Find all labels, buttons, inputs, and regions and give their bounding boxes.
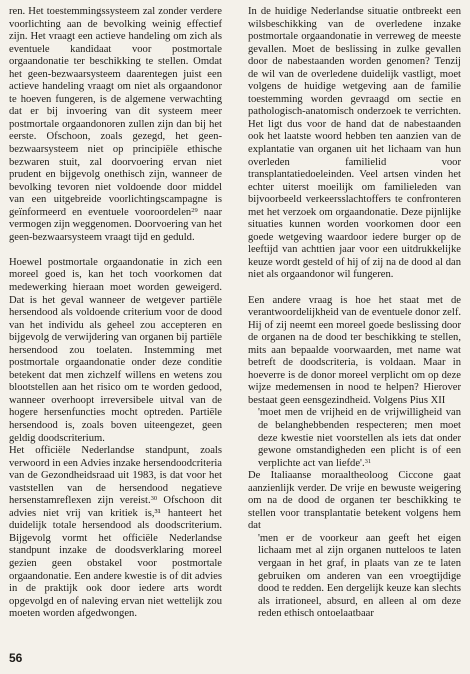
left-column <box>9 6 222 621</box>
paragraph: Het officiële Nederlandse standpunt, zoals verwoord in een Advies inzake hersendoodcriteria van de Gezondheidsraad uit 1983, is dat voor het vaststellen van de hersendood negatieve hersenstamreflexen zijn vereist.$^{30}$ Ofschoon dit advies niet vrij van kritiek is,³¹ hanteert het duidelijk totale hersendood als doodscriterium. Bijgevolg vormt het officiële Nederlandse standpunt inzake de doodsverklaring moreel gezien geen obstakel voor postmortale orgaandonatie. Een andere kwestie is of dit advies in de praktijk ook door iedere arts wordt opgevolgd en of naleving ervan niet wettelijk zou moeten worden afgedwongen. <box>9 445 222 620</box>
footnote-ref: 30 <box>150 495 158 503</box>
footnote-ref: 31 <box>364 457 372 465</box>
right-column <box>248 6 461 621</box>
block-quote: 'moet men de vrijheid en de vrijwilligheid van de belanghebbenden respecteren; men moet deze kwestie niet voorstellen als iets dat onder gewone omstandigheden een plicht is of een verplichte act van liefde'.$^{31}$ <box>258 407 461 469</box>
paragraph: De Italiaanse moraaltheoloog Ciccone gaat aanzienlijk verder. De vrije en bewuste weigering om na de dood de organen ter beschikking te stellen voor transplantatie betekent volgens hem dat <box>248 470 461 532</box>
paragraph: Een andere vraag is hoe het staat met de verantwoordelijkheid van de eventuele donor zelf. Hij of zij neemt een moreel goede beslissing door de organen na de dood ter beschikking te stellen, mits aan bepaalde voorwaarden, met name wat betreft de doodscriteria, is voldaan. Maar in hoeverre is de donor moreel verplicht om op deze wijze medemensen in nood te helpen? Hierover bestaat geen eensgezindheid. Volgens Pius XII <box>248 294 461 406</box>
paragraph: In de huidige Nederlandse situatie ontbreekt een wilsbeschikking van de overledene inzake postmortale orgaandonatie in verreweg de meeste gevallen. Moet de beslissing in zulke gevallen door de nabestaanden worden genomen? Tenzij de wil van de overledene duidelijk vastligt, moet volgens de huidige wetgeving aan de familie toestemming worden gevraagd om sectie en pathologisch-anatomisch onderzoek te verrichten. Het ligt dus voor de hand dat de nabestaanden ook het laatste woord hebben ten aanzien van de explantatie van organen uit het lichaam van hun overleden familielid voor transplantatiedoeleinden. Veel artsen vinden het echter uiterst moeilijk om familieleden van bijvoorbeeld verkeersslachtoffers te confronteren met het verzoek om orgaandonatie. Deze pijnlijke situaties kunnen worden voorkomen door een goede wetgeving waardoor iedere burger op de leeftijd van achttien jaar voor een uitdrukkelijke keuze wordt gesteld of hij of zij na de dood al dan niet als orgaandonor wil fungeren. <box>248 6 461 281</box>
paragraph: Hoewel postmortale orgaandonatie in zich een moreel goed is, kan het toch voorkomen dat medewerking hieraan moet worden geweigerd. Dat is het geval wanneer de wetgever partiële hersendood als voldoende criterium voor de dood van het individu als geheel zou accepteren en bijgevolg de verwijdering van organen bij partiële hersendood zou toelaten. Instemming met postmortale orgaandonatie onder deze conditie betekent dat men zichzelf willens en wetens zou blootstellen aan het risico om te worden gedood, wanneer overhoopt irreversibele uitval van de hogere hersenfuncties mocht optreden. Partiële hersendood is, zoals boven uiteengezet, geen geldig doodscriterium. <box>9 256 222 444</box>
block-quote: 'men er de voorkeur aan geeft het eigen lichaam met al zijn organen nutteloos te laten vergaan in het graf, in plaats van ze te laten gebruiken om anderen van een vroegtijdige dood te redden. Een dergelijk keuze kan slechts als irrationeel, absurd, en alleen al om deze reden ethisch ontoelaatbaar <box>258 532 461 620</box>
footnote-ref: 29 <box>191 206 198 214</box>
page-number: 56 <box>9 651 23 665</box>
paragraph: ren. Het toestemmingssysteem zal zonder verdere voorlichting aan de bevolking weinig effectief zijn. Het vraagt een actieve handeling om zich als eventuele kandidaat voor postmortale orgaandonatie ter beschikking te stellen. Omdat het geen-bezwaarsysteem daarentegen juist een actieve handeling vraagt om niet als orgaandonor te hoeven fungeren, is de algemene verwachting dat er bij invoering van dit systeem meer postmortale orgaandonoren zullen zijn dan bij het eerste. Ofschoon, zoals gezegd, het geen-bezwaarsysteem niet op principiële ethische bezwaren stuit, zal doorvoering ervan niet prudent en bijgevolg onethisch zijn, wanneer de bevolking tevoren niet voldoende door middel van een uitgebreide voorlichtingscampagne is geïnformeerd en eventuele vooroordelen$^{29}$ naar vermogen zijn weggenomen. Doorvoering van het geen-bezwaarsysteem vraagt tijd en geduld. <box>9 6 222 243</box>
